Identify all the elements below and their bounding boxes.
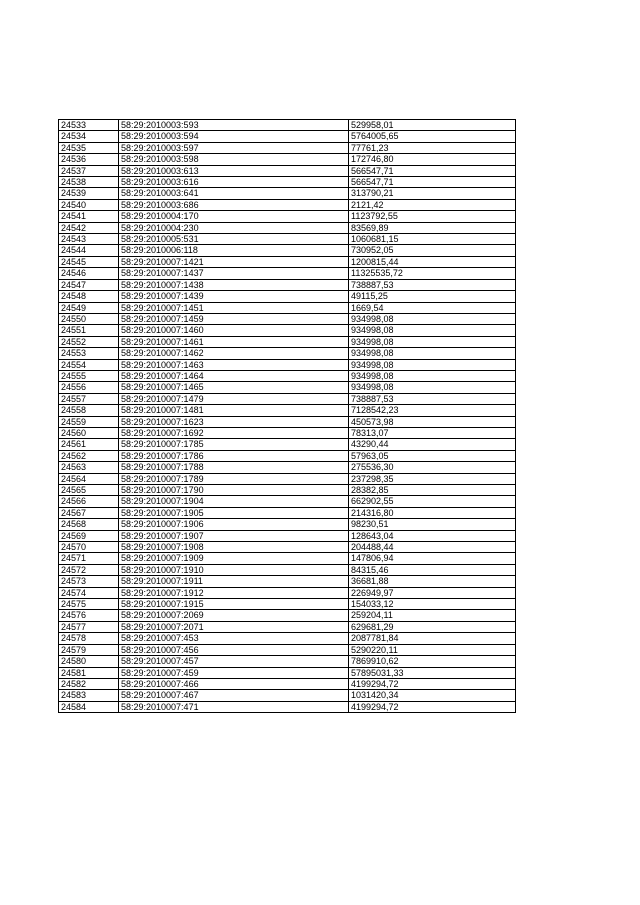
cadastral-number-cell: 58:29:2010007:1790 (119, 485, 349, 496)
row-number-cell: 24533 (59, 120, 119, 131)
cadastral-number-cell: 58:29:2010007:1463 (119, 359, 349, 370)
value-cell: 204488,44 (349, 542, 516, 553)
table-row (59, 644, 516, 655)
table-row (59, 519, 516, 530)
value-cell: 738887,53 (349, 279, 516, 290)
cadastral-number-cell: 58:29:2010007:1451 (119, 302, 349, 313)
cadastral-number-cell: 58:29:2010007:1460 (119, 325, 349, 336)
row-number-cell: 24573 (59, 576, 119, 587)
cadastral-number-cell: 58:29:2010007:456 (119, 644, 349, 655)
table-row (59, 462, 516, 473)
row-number-cell: 24561 (59, 439, 119, 450)
table-row (59, 154, 516, 165)
value-cell: 2087781,84 (349, 633, 516, 644)
cadastral-number-cell: 58:29:2010007:1906 (119, 519, 349, 530)
row-number-cell: 24550 (59, 313, 119, 324)
cadastral-number-cell: 58:29:2010007:1909 (119, 553, 349, 564)
table-row (59, 633, 516, 644)
cadastral-number-cell: 58:29:2010007:1462 (119, 348, 349, 359)
cadastral-number-cell: 58:29:2010007:1439 (119, 291, 349, 302)
row-number-cell: 24551 (59, 325, 119, 336)
value-cell: 1669,54 (349, 302, 516, 313)
cadastral-number-cell: 58:29:2010007:1785 (119, 439, 349, 450)
row-number-cell: 24547 (59, 279, 119, 290)
cadastral-number-cell: 58:29:2010003:613 (119, 165, 349, 176)
value-cell: 566547,71 (349, 177, 516, 188)
row-number-cell: 24539 (59, 188, 119, 199)
value-cell: 934998,08 (349, 336, 516, 347)
row-number-cell: 24563 (59, 462, 119, 473)
table-row (59, 177, 516, 188)
row-number-cell: 24572 (59, 564, 119, 575)
table-row (59, 530, 516, 541)
row-number-cell: 24570 (59, 542, 119, 553)
table-row (59, 599, 516, 610)
row-number-cell: 24556 (59, 382, 119, 393)
value-cell: 450573,98 (349, 416, 516, 427)
cadastral-number-cell: 58:29:2010007:1915 (119, 599, 349, 610)
row-number-cell: 24576 (59, 610, 119, 621)
cadastral-number-cell: 58:29:2010007:1438 (119, 279, 349, 290)
table-row (59, 667, 516, 678)
table-row (59, 621, 516, 632)
cadastral-number-cell: 58:29:2010007:1461 (119, 336, 349, 347)
cadastral-number-cell: 58:29:2010007:1421 (119, 256, 349, 267)
value-cell: 147806,94 (349, 553, 516, 564)
value-cell: 128643,04 (349, 530, 516, 541)
value-cell: 1200815,44 (349, 256, 516, 267)
row-number-cell: 24564 (59, 473, 119, 484)
cadastral-number-cell: 58:29:2010007:1904 (119, 496, 349, 507)
row-number-cell: 24536 (59, 154, 119, 165)
value-cell: 934998,08 (349, 348, 516, 359)
value-cell: 934998,08 (349, 313, 516, 324)
table-row (59, 359, 516, 370)
value-cell: 5764005,65 (349, 131, 516, 142)
cadastral-number-cell: 58:29:2010007:466 (119, 678, 349, 689)
cadastral-number-cell: 58:29:2010003:616 (119, 177, 349, 188)
value-cell: 36681,88 (349, 576, 516, 587)
cadastral-number-cell: 58:29:2010007:467 (119, 690, 349, 701)
cadastral-number-cell: 58:29:2010007:1459 (119, 313, 349, 324)
table-row (59, 211, 516, 222)
row-number-cell: 24554 (59, 359, 119, 370)
row-number-cell: 24535 (59, 142, 119, 153)
value-cell: 934998,08 (349, 382, 516, 393)
table-row (59, 587, 516, 598)
cadastral-number-cell: 58:29:2010007:453 (119, 633, 349, 644)
table-row (59, 222, 516, 233)
value-cell: 629681,29 (349, 621, 516, 632)
cadastral-number-cell: 58:29:2010007:1788 (119, 462, 349, 473)
value-cell: 98230,51 (349, 519, 516, 530)
value-cell: 83569,89 (349, 222, 516, 233)
value-cell: 172746,80 (349, 154, 516, 165)
row-number-cell: 24581 (59, 667, 119, 678)
value-cell: 2121,42 (349, 199, 516, 210)
value-cell: 5290220,11 (349, 644, 516, 655)
table-row (59, 496, 516, 507)
value-cell: 214316,80 (349, 507, 516, 518)
cadastral-number-cell: 58:29:2010007:457 (119, 656, 349, 667)
row-number-cell: 24583 (59, 690, 119, 701)
cadastral-number-cell: 58:29:2010003:598 (119, 154, 349, 165)
row-number-cell: 24562 (59, 450, 119, 461)
table-row (59, 564, 516, 575)
row-number-cell: 24540 (59, 199, 119, 210)
value-cell: 566547,71 (349, 165, 516, 176)
table-row (59, 188, 516, 199)
row-number-cell: 24541 (59, 211, 119, 222)
table-row (59, 279, 516, 290)
value-cell: 529958,01 (349, 120, 516, 131)
cadastral-value-table (58, 119, 516, 713)
table-row (59, 485, 516, 496)
table-row (59, 507, 516, 518)
cadastral-number-cell: 58:29:2010007:1481 (119, 405, 349, 416)
value-cell: 1060681,15 (349, 234, 516, 245)
value-cell: 78313,07 (349, 427, 516, 438)
table-row (59, 131, 516, 142)
table-body (59, 120, 516, 713)
value-cell: 43290,44 (349, 439, 516, 450)
table-row (59, 165, 516, 176)
cadastral-number-cell: 58:29:2010007:1623 (119, 416, 349, 427)
row-number-cell: 24534 (59, 131, 119, 142)
value-cell: 57963,05 (349, 450, 516, 461)
value-cell: 934998,08 (349, 359, 516, 370)
cadastral-number-cell: 58:29:2010005:531 (119, 234, 349, 245)
value-cell: 237298,35 (349, 473, 516, 484)
table-row (59, 313, 516, 324)
value-cell: 4199294,72 (349, 701, 516, 712)
cadastral-number-cell: 58:29:2010007:1789 (119, 473, 349, 484)
table-row (59, 120, 516, 131)
table-row (59, 416, 516, 427)
row-number-cell: 24577 (59, 621, 119, 632)
row-number-cell: 24549 (59, 302, 119, 313)
table-row (59, 701, 516, 712)
table-row (59, 656, 516, 667)
cadastral-number-cell: 58:29:2010007:1786 (119, 450, 349, 461)
row-number-cell: 24566 (59, 496, 119, 507)
cadastral-number-cell: 58:29:2010003:593 (119, 120, 349, 131)
value-cell: 934998,08 (349, 370, 516, 381)
row-number-cell: 24552 (59, 336, 119, 347)
row-number-cell: 24537 (59, 165, 119, 176)
table-row (59, 439, 516, 450)
value-cell: 7128542,23 (349, 405, 516, 416)
table-row (59, 370, 516, 381)
row-number-cell: 24545 (59, 256, 119, 267)
value-cell: 7869910,62 (349, 656, 516, 667)
table-row (59, 291, 516, 302)
row-number-cell: 24559 (59, 416, 119, 427)
cadastral-number-cell: 58:29:2010007:1905 (119, 507, 349, 518)
row-number-cell: 24571 (59, 553, 119, 564)
value-cell: 84315,46 (349, 564, 516, 575)
cadastral-number-cell: 58:29:2010007:1907 (119, 530, 349, 541)
row-number-cell: 24569 (59, 530, 119, 541)
cadastral-number-cell: 58:29:2010003:594 (119, 131, 349, 142)
cadastral-number-cell: 58:29:2010003:597 (119, 142, 349, 153)
row-number-cell: 24565 (59, 485, 119, 496)
table-row (59, 325, 516, 336)
table-row (59, 245, 516, 256)
cadastral-number-cell: 58:29:2010003:641 (119, 188, 349, 199)
table-row (59, 690, 516, 701)
row-number-cell: 24542 (59, 222, 119, 233)
value-cell: 275536,30 (349, 462, 516, 473)
table-row (59, 393, 516, 404)
cadastral-number-cell: 58:29:2010007:2071 (119, 621, 349, 632)
table-row (59, 234, 516, 245)
row-number-cell: 24544 (59, 245, 119, 256)
table-row (59, 678, 516, 689)
cadastral-number-cell: 58:29:2010007:1692 (119, 427, 349, 438)
value-cell: 730952,05 (349, 245, 516, 256)
cadastral-number-cell: 58:29:2010004:170 (119, 211, 349, 222)
cadastral-number-cell: 58:29:2010007:1464 (119, 370, 349, 381)
cadastral-number-cell: 58:29:2010007:1912 (119, 587, 349, 598)
value-cell: 1123792,55 (349, 211, 516, 222)
cadastral-number-cell: 58:29:2010007:1479 (119, 393, 349, 404)
cadastral-number-cell: 58:29:2010007:459 (119, 667, 349, 678)
value-cell: 738887,53 (349, 393, 516, 404)
row-number-cell: 24575 (59, 599, 119, 610)
row-number-cell: 24543 (59, 234, 119, 245)
cadastral-number-cell: 58:29:2010004:230 (119, 222, 349, 233)
table-row (59, 199, 516, 210)
cadastral-number-cell: 58:29:2010007:2069 (119, 610, 349, 621)
table-row (59, 268, 516, 279)
table-row (59, 336, 516, 347)
row-number-cell: 24555 (59, 370, 119, 381)
row-number-cell: 24574 (59, 587, 119, 598)
value-cell: 934998,08 (349, 325, 516, 336)
row-number-cell: 24578 (59, 633, 119, 644)
table-row (59, 450, 516, 461)
value-cell: 662902,55 (349, 496, 516, 507)
row-number-cell: 24560 (59, 427, 119, 438)
value-cell: 313790,21 (349, 188, 516, 199)
table-row (59, 405, 516, 416)
row-number-cell: 24584 (59, 701, 119, 712)
row-number-cell: 24568 (59, 519, 119, 530)
table-row (59, 427, 516, 438)
value-cell: 57895031,33 (349, 667, 516, 678)
cadastral-number-cell: 58:29:2010007:471 (119, 701, 349, 712)
row-number-cell: 24579 (59, 644, 119, 655)
row-number-cell: 24553 (59, 348, 119, 359)
table-row (59, 576, 516, 587)
value-cell: 259204,11 (349, 610, 516, 621)
value-cell: 1031420,34 (349, 690, 516, 701)
cadastral-number-cell: 58:29:2010007:1911 (119, 576, 349, 587)
row-number-cell: 24546 (59, 268, 119, 279)
row-number-cell: 24548 (59, 291, 119, 302)
row-number-cell: 24558 (59, 405, 119, 416)
row-number-cell: 24567 (59, 507, 119, 518)
cadastral-number-cell: 58:29:2010007:1910 (119, 564, 349, 575)
table-row (59, 348, 516, 359)
table-row (59, 302, 516, 313)
table-row (59, 142, 516, 153)
value-cell: 4199294,72 (349, 678, 516, 689)
value-cell: 49115,25 (349, 291, 516, 302)
cadastral-number-cell: 58:29:2010003:686 (119, 199, 349, 210)
row-number-cell: 24580 (59, 656, 119, 667)
table-row (59, 256, 516, 267)
value-cell: 28382,85 (349, 485, 516, 496)
cadastral-number-cell: 58:29:2010007:1465 (119, 382, 349, 393)
cadastral-number-cell: 58:29:2010006:118 (119, 245, 349, 256)
value-cell: 11325535,72 (349, 268, 516, 279)
value-cell: 226949,97 (349, 587, 516, 598)
table-row (59, 473, 516, 484)
row-number-cell: 24538 (59, 177, 119, 188)
row-number-cell: 24582 (59, 678, 119, 689)
table-row (59, 610, 516, 621)
value-cell: 77761,23 (349, 142, 516, 153)
value-cell: 154033,12 (349, 599, 516, 610)
cadastral-number-cell: 58:29:2010007:1437 (119, 268, 349, 279)
table-row (59, 542, 516, 553)
table-row (59, 553, 516, 564)
table-row (59, 382, 516, 393)
row-number-cell: 24557 (59, 393, 119, 404)
cadastral-number-cell: 58:29:2010007:1908 (119, 542, 349, 553)
